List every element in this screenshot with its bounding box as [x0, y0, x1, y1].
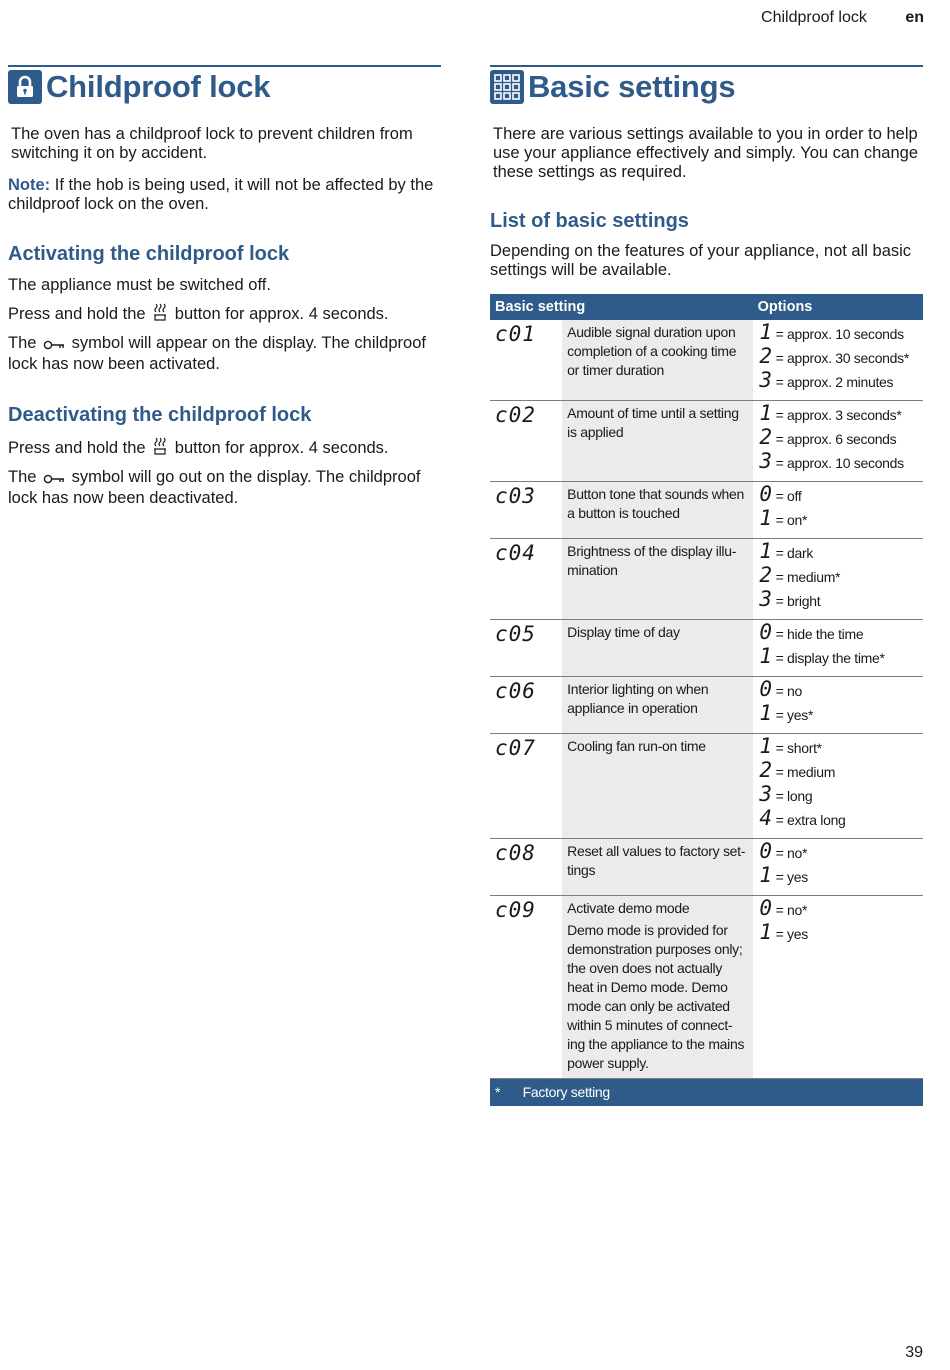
activating-step-2-after: button for approx. 4 seconds.: [174, 305, 389, 323]
option-label: = yes: [775, 926, 808, 942]
option-value-digit: 1: [759, 401, 772, 425]
setting-description-cell: [562, 677, 752, 734]
setting-description-cell: [562, 539, 752, 620]
setting-code: c09: [495, 898, 536, 922]
option-line: [758, 539, 918, 566]
option-value-digit: 4: [759, 806, 772, 830]
option-line: [758, 401, 918, 428]
setting-code: c05: [495, 622, 536, 646]
option-value-digit: 2: [759, 563, 772, 587]
deactivating-step-2-before: The: [8, 468, 37, 486]
option-label: = on*: [775, 512, 808, 528]
setting-description: Audible signal duration upon completion of a cooking time or timer duration: [567, 324, 737, 378]
setting-options-cell: [753, 620, 923, 677]
setting-description-cell: [562, 734, 752, 839]
childproof-note: [8, 176, 441, 214]
deactivating-step-1-before: Press and hold the: [8, 439, 146, 457]
table-row: [490, 482, 923, 539]
option-label: = approx. 3 seconds*: [775, 407, 902, 423]
option-label: = medium: [775, 764, 836, 780]
setting-description: Reset all values to factory set-tings: [567, 843, 746, 878]
option-label: = bright: [775, 593, 821, 609]
table-row: [490, 734, 923, 839]
column-header-options: Options: [753, 294, 923, 320]
childproof-intro: The oven has a childproof lock to prevent children from switching it on by accident.: [11, 125, 413, 162]
option-line: [758, 782, 918, 809]
option-label: = yes*: [775, 707, 814, 723]
option-value-digit: 3: [759, 782, 772, 806]
activating-step-2: [8, 303, 441, 326]
option-line: [758, 863, 918, 890]
footnote-text: Factory setting: [522, 1084, 610, 1100]
activating-step-3-before: The: [8, 334, 37, 352]
running-header-section: Childproof lock: [761, 9, 867, 26]
table-row: [490, 401, 923, 482]
setting-code: c08: [495, 841, 536, 865]
basic-settings-column: [490, 65, 923, 1106]
table-row: [490, 839, 923, 896]
option-line: [758, 563, 918, 590]
activating-step-2-before: Press and hold the: [8, 305, 146, 323]
note-label: Note:: [8, 176, 51, 194]
option-line: [758, 449, 918, 476]
option-value-digit: 1: [759, 320, 772, 344]
setting-description: Cooling fan run-on time: [567, 738, 706, 754]
setting-options-cell: [753, 896, 923, 1079]
key-symbol-icon: [43, 470, 65, 489]
setting-options-cell: [753, 482, 923, 539]
option-value-digit: 3: [759, 368, 772, 392]
option-label: = off: [775, 488, 802, 504]
setting-description: Interior lighting on when appliance in operation: [567, 681, 709, 716]
setting-description-cell: [562, 401, 752, 482]
list-intro: Depending on the features of your appliance, not all basic settings will be available.: [490, 242, 912, 279]
padlock-icon: [8, 70, 42, 104]
option-line: [758, 806, 918, 833]
setting-options-cell: [753, 839, 923, 896]
footnote-cell: [490, 1079, 923, 1107]
table-row: [490, 896, 923, 1079]
activating-step-1: The appliance must be switched off.: [8, 276, 271, 294]
deactivating-step-1-after: button for approx. 4 seconds.: [174, 439, 389, 457]
setting-options-cell: [753, 734, 923, 839]
childproof-button-icon: [152, 437, 168, 460]
deactivating-step-1: [8, 437, 441, 460]
option-label: = approx. 30 seconds*: [775, 350, 910, 366]
option-label: = yes: [775, 869, 808, 885]
option-line: [758, 644, 918, 671]
setting-code: c07: [495, 736, 536, 760]
option-value-digit: 0: [759, 839, 772, 863]
footnote-star: *: [495, 1084, 501, 1100]
option-label: = display the time*: [775, 650, 885, 666]
setting-description-cell: [562, 839, 752, 896]
option-label: = medium*: [775, 569, 841, 585]
running-header-language: en: [905, 9, 924, 26]
option-label: = long: [775, 788, 813, 804]
running-header: [761, 9, 924, 27]
option-value-digit: 0: [759, 896, 772, 920]
setting-options-cell: [753, 677, 923, 734]
setting-options-cell: [753, 401, 923, 482]
option-label: = short*: [775, 740, 822, 756]
setting-description-cell: [562, 896, 752, 1079]
option-value-digit: 0: [759, 677, 772, 701]
option-value-digit: 1: [759, 506, 772, 530]
table-row: [490, 677, 923, 734]
key-symbol-icon: [43, 336, 65, 355]
option-value-digit: 3: [759, 587, 772, 611]
deactivating-step-2: [8, 468, 441, 508]
option-line: [758, 344, 918, 371]
keypad-grid-icon: [490, 70, 524, 104]
option-value-digit: 1: [759, 863, 772, 887]
setting-description: Display time of day: [567, 624, 680, 640]
activating-step-3-after: symbol will appear on the display. The childproof lock has now been activated.: [8, 334, 426, 373]
setting-code: c06: [495, 679, 536, 703]
table-row: [490, 620, 923, 677]
list-heading: List of basic settings: [490, 210, 689, 232]
option-label: = no*: [775, 845, 808, 861]
setting-description: Brightness of the display illu-mination: [567, 543, 737, 578]
option-value-digit: 2: [759, 425, 772, 449]
deactivating-step-2-after: symbol will go out on the display. The childproof lock has now been deactivated.: [8, 468, 421, 507]
option-label: = no: [775, 683, 803, 699]
option-value-digit: 0: [759, 482, 772, 506]
setting-description-cell: [562, 482, 752, 539]
setting-options-cell: [753, 539, 923, 620]
option-line: [758, 920, 918, 947]
option-label: = no*: [775, 902, 808, 918]
childproof-lock-column: [8, 65, 441, 508]
option-value-digit: 1: [759, 734, 772, 758]
option-value-digit: 2: [759, 758, 772, 782]
table-row: [490, 320, 923, 401]
option-line: [758, 677, 918, 704]
option-label: = approx. 6 seconds: [775, 431, 897, 447]
option-line: [758, 587, 918, 614]
option-label: = approx. 10 seconds: [775, 326, 904, 342]
table-body: [490, 320, 923, 1079]
table-row: [490, 539, 923, 620]
basic-settings-table: [490, 294, 923, 1106]
activating-heading: Activating the childproof lock: [8, 243, 290, 265]
childproof-lock-heading: [8, 65, 441, 105]
option-line: [758, 620, 918, 647]
setting-code: c01: [495, 322, 536, 346]
option-value-digit: 1: [759, 539, 772, 563]
activating-step-3: [8, 334, 441, 374]
setting-code: c04: [495, 541, 536, 565]
deactivating-heading: Deactivating the childproof lock: [8, 404, 312, 426]
option-value-digit: 1: [759, 701, 772, 725]
setting-description: Button tone that sounds when a button is touched: [567, 486, 745, 521]
childproof-button-icon: [152, 303, 168, 326]
option-label: = approx. 2 minutes: [775, 374, 894, 390]
option-value-digit: 0: [759, 620, 772, 644]
page-number: 39: [905, 1344, 923, 1361]
option-line: [758, 320, 918, 347]
option-label: = approx. 10 seconds: [775, 455, 904, 471]
option-label: = hide the time: [775, 626, 864, 642]
option-label: = dark: [775, 545, 814, 561]
option-line: [758, 482, 918, 509]
option-value-digit: 1: [759, 644, 772, 668]
setting-description: Activate demo mode: [567, 900, 690, 916]
option-line: [758, 701, 918, 728]
basic-settings-heading: [490, 65, 923, 105]
note-text: If the hob is being used, it will not be affected by the childproof lock on the oven.: [8, 176, 434, 213]
footnote-row: [490, 1079, 923, 1107]
option-line: [758, 368, 918, 395]
setting-code: c03: [495, 484, 536, 508]
option-value-digit: 2: [759, 344, 772, 368]
option-line: [758, 896, 918, 923]
column-header-setting: Basic setting: [490, 294, 753, 320]
setting-options-cell: [753, 320, 923, 401]
option-line: [758, 425, 918, 452]
option-value-digit: 3: [759, 449, 772, 473]
setting-description: Amount of time until a setting is applied: [567, 405, 739, 440]
basic-settings-intro: There are various settings available to you in order to help use your appliance effectively and simply. You can change these settings as required.: [493, 125, 919, 181]
option-line: [758, 839, 918, 866]
option-line: [758, 506, 918, 533]
option-value-digit: 1: [759, 920, 772, 944]
setting-description-cell: [562, 320, 752, 401]
option-line: [758, 734, 918, 761]
setting-description-cell: [562, 620, 752, 677]
option-line: [758, 758, 918, 785]
option-label: = extra long: [775, 812, 846, 828]
page-title: Childproof lock: [46, 69, 271, 104]
setting-description-detail: Demo mode is provided for demonstration purposes only; the oven does not actually heat in Demo mode. Demo mode can only be activated within 5 minutes of connect-ing the appliance to the mains power supply.: [567, 922, 745, 1071]
section-title: Basic settings: [528, 69, 736, 104]
setting-code: c02: [495, 403, 536, 427]
